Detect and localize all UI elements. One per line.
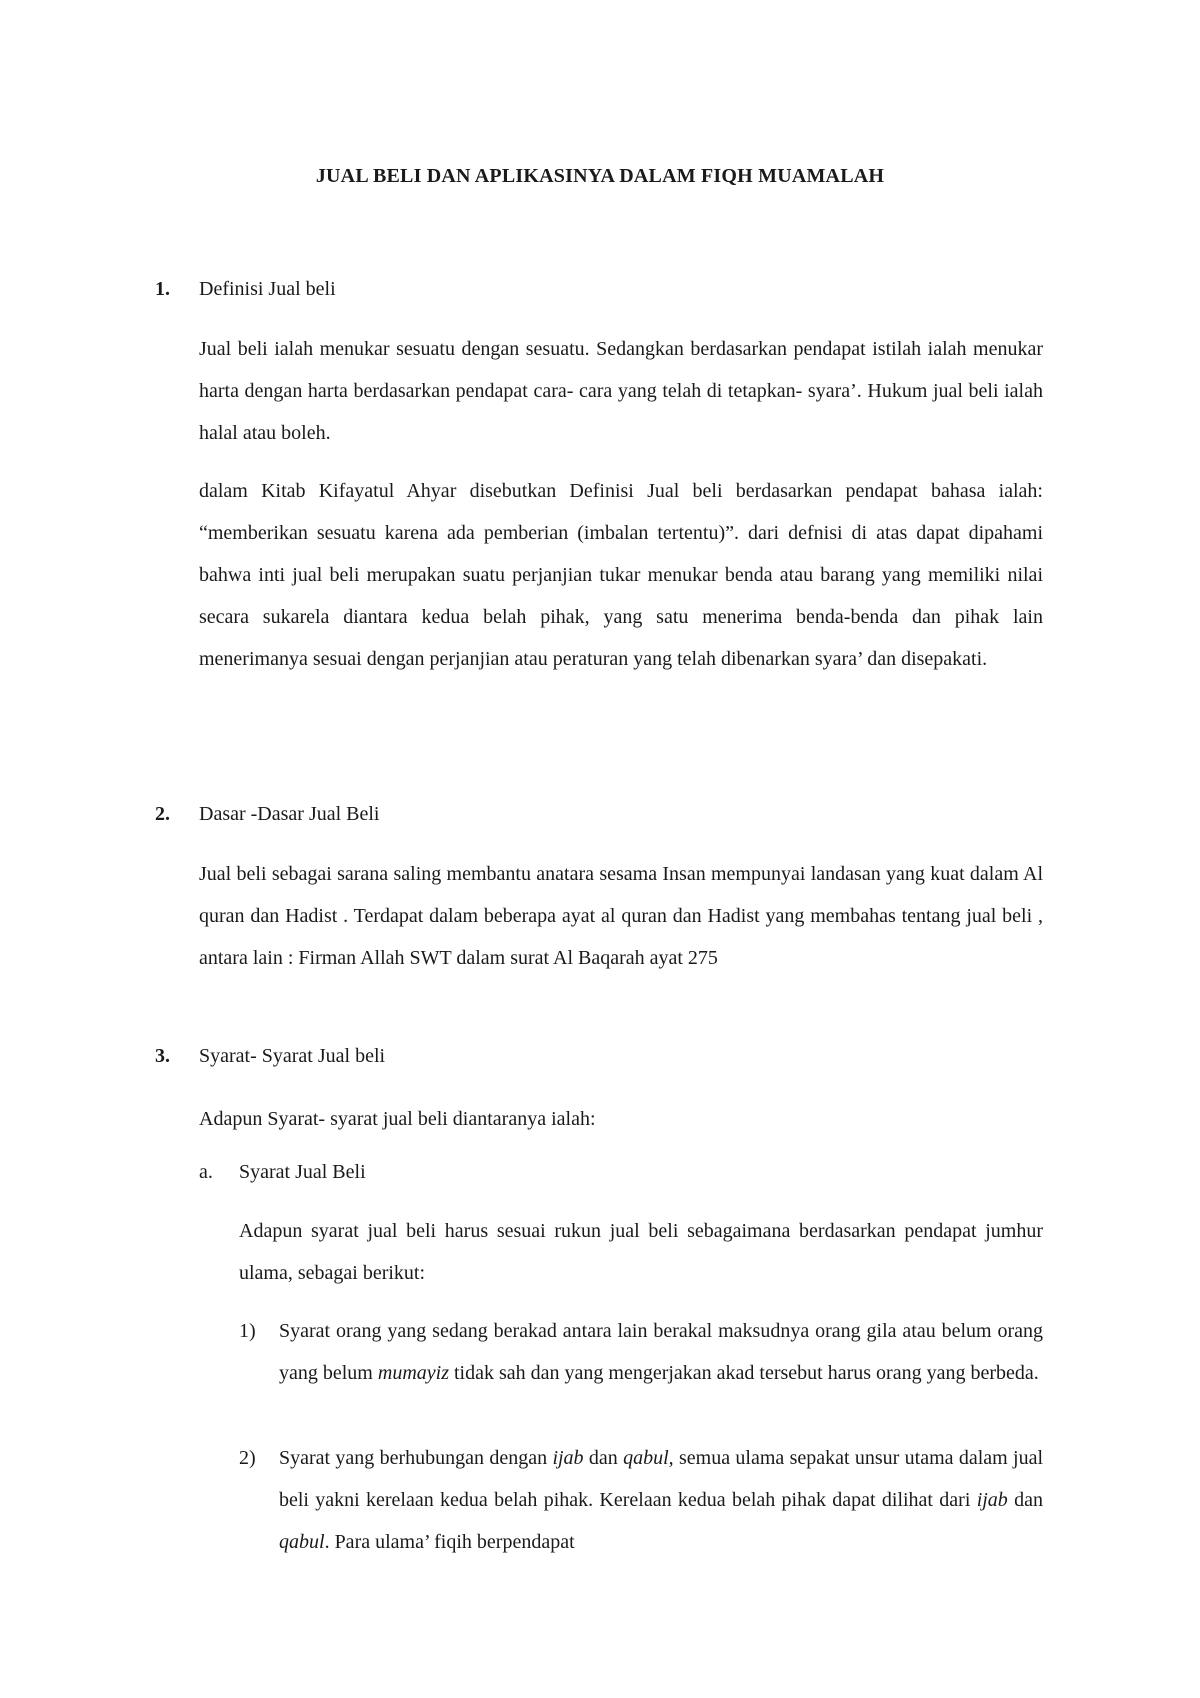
document-title: JUAL BELI DAN APLIKASINYA DALAM FIQH MUAMALAH xyxy=(315,165,885,187)
section-1-paragraph-2: dalam Kitab Kifayatul Ahyar disebutkan Definisi Jual beli berdasarkan pendapat bahasa ialah: “memberikan sesuatu karena ada pemberian (imbalan tertentu)”. dari defnisi di atas dapat dipahami bahwa inti jual beli merupakan suatu perjanjian tukar menukar benda atau barang yang memiliki nilai secara sukarela diantara kedua belah pihak, yang satu menerima benda-benda dan pihak lain menerimanya sesuai dengan perjanjian atau peraturan yang telah dibenarkan syara’ dan disepakati. xyxy=(199,480,1043,670)
subsection-a-heading: Syarat Jual Beli xyxy=(239,1161,366,1183)
section-1-paragraph-1: Jual beli ialah menukar sesuatu dengan sesuatu. Sedangkan berdasarkan pendapat istilah ialah menukar harta dengan harta berdasarkan pendapat cara- cara yang telah di tetapkan- syara’. Hukum jual beli ialah halal atau boleh. xyxy=(199,338,1043,444)
term-qabul: qabul xyxy=(623,1447,669,1469)
section-1-heading: Definisi Jual beli xyxy=(199,278,336,300)
list-item-2-marker: 2) xyxy=(239,1447,256,1469)
section-2-paragraph-1: Jual beli sebagai sarana saling membantu anatara sesama Insan mempunyai landasan yang kuat dalam Al quran dan Hadist . Terdapat dalam beberapa ayat al quran dan Hadist yang membahas tentang jual beli , antara lain : Firman Allah SWT dalam surat Al Baqarah ayat 275 xyxy=(199,863,1043,969)
section-1-number: 1. xyxy=(155,278,170,300)
list-item-1-text: Syarat orang yang sedang berakad antara lain berakal maksudnya orang gila atau belum orang yang belum mumayiz tidak sah dan yang mengerjakan akad tersebut harus orang yang berbeda. xyxy=(279,1320,1043,1384)
term-qabul: qabul xyxy=(279,1531,325,1553)
term-ijab: ijab xyxy=(552,1447,584,1469)
subsection-a-marker: a. xyxy=(199,1161,213,1183)
list-item-1-marker: 1) xyxy=(239,1320,256,1342)
section-2-number: 2. xyxy=(155,803,170,825)
section-2-heading: Dasar -Dasar Jual Beli xyxy=(199,803,380,825)
section-3-intro: Adapun Syarat- syarat jual beli diantaranya ialah: xyxy=(199,1108,596,1130)
section-3-number: 3. xyxy=(155,1045,170,1067)
section-3-heading: Syarat- Syarat Jual beli xyxy=(199,1045,386,1067)
term-ijab: ijab xyxy=(976,1489,1008,1511)
term-mumayiz: mumayiz xyxy=(377,1362,449,1384)
list-item-2-text: Syarat yang berhubungan dengan ijab dan qabul, semua ulama sepakat unsur utama dalam jual beli yakni kerelaan kedua belah pihak. Kerelaan kedua belah pihak dapat dilihat dari ijab dan qabul. Para ulama’ fiqih berpendapat xyxy=(279,1447,1044,1553)
subsection-a-intro: Adapun syarat jual beli harus sesuai rukun jual beli sebagaimana berdasarkan pendapat jumhur ulama, sebagai berikut: xyxy=(239,1220,1043,1284)
